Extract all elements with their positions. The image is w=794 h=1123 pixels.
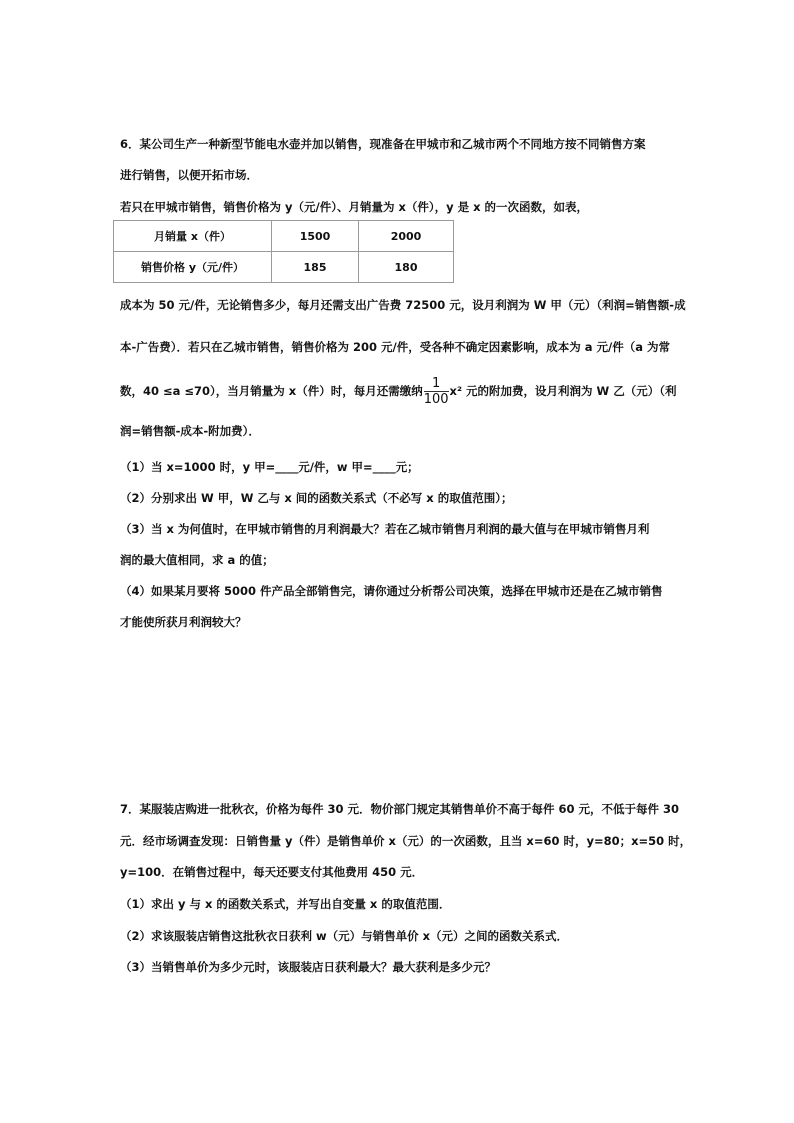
- q7-line-1: 7．某服装店购进一批秋衣，价格为每件 30 元．物价部门规定其销售单价不高于每件 60 元，不低于每件 30: [120, 802, 680, 816]
- table-row: [114, 221, 454, 252]
- q6-part-2: （2）分别求出 W 甲，W 乙与 x 间的函数关系式（不必写 x 的取值范围）；: [120, 491, 513, 505]
- table-cell: 2000: [359, 221, 454, 252]
- q6-part-1: （1）当 x=1000 时，y 甲=____元/件，w 甲=____元；: [120, 460, 419, 474]
- table-cell: 185: [272, 252, 359, 283]
- q7-line-2: 元．经市场调查发现：日销售量 y（件）是销售单价 x（元）的一次函数，且当 x=60 时，y=80；x=50 时，: [120, 834, 692, 848]
- q6-part-3a: （3）当 x 为何值时，在甲城市销售的月利润最大？若在乙城市销售月利润的最大值与在甲城市销售月利: [120, 522, 650, 536]
- q6-line-6-end: x² 元的附加费，设月利润为 W 乙（元）（利: [449, 384, 677, 398]
- q6-line-7: 润=销售额-成本-附加费）．: [120, 424, 260, 438]
- q6-line-4: 成本为 50 元/件，无论销售多少，每月还需支出广告费 72500 元，设月利润为 W 甲（元）（利润=销售额-成: [120, 298, 686, 312]
- q7-part-1: （1）求出 y 与 x 的函数关系式，并写出自变量 x 的取值范围．: [120, 897, 451, 911]
- q6-part-4b: 才能使所获月利润较大？: [120, 615, 247, 629]
- table-row: [114, 252, 454, 283]
- q6-part-4a: （4）如果某月要将 5000 件产品全部销售完，请你通过分析帮公司决策，选择在甲城市还是在乙城市销售: [120, 584, 663, 598]
- q6-line-1: 6．某公司生产一种新型节能电水壶并加以销售，现准备在甲城市和乙城市两个不同地方按不同销售方案: [120, 137, 646, 151]
- q6-part-3b: 润的最大值相同，求 a 的值；: [120, 553, 274, 567]
- q6-line-6: [120, 376, 676, 407]
- fraction-numerator: 1: [424, 376, 449, 392]
- q6-line-3: 若只在甲城市销售，销售价格为 y（元/件）、月销量为 x（件），y 是 x 的一次函数，如表，: [120, 200, 589, 214]
- price-volume-table: [113, 220, 454, 283]
- fraction: [424, 376, 449, 407]
- table-cell: 1500: [272, 221, 359, 252]
- q6-line-5: 本-广告费）．若只在乙城市销售，销售价格为 200 元/件，受各种不确定因素影响，成本为 a 元/件（a 为常: [120, 340, 670, 354]
- fraction-denominator: 100: [423, 392, 449, 407]
- q7-part-3: （3）当销售单价为多少元时，该服装店日获利最大？最大获利是多少元？: [120, 960, 496, 974]
- q7-part-2: （2）求该服装店销售这批秋衣日获利 w（元）与销售单价 x（元）之间的函数关系式．: [120, 929, 569, 943]
- q7-line-3: y=100．在销售过程中，每天还要支付其他费用 450 元．: [120, 865, 424, 879]
- table-cell-label: 月销量 x（件）: [114, 221, 272, 252]
- table-cell-label: 销售价格 y（元/件）: [114, 252, 272, 283]
- q6-line-6-start: 数，40 ≤a ≤70），当月销量为 x（件）时，每月还需缴纳: [120, 384, 423, 398]
- q6-line-2: 进行销售，以便开拓市场．: [120, 168, 258, 182]
- table-cell: 180: [359, 252, 454, 283]
